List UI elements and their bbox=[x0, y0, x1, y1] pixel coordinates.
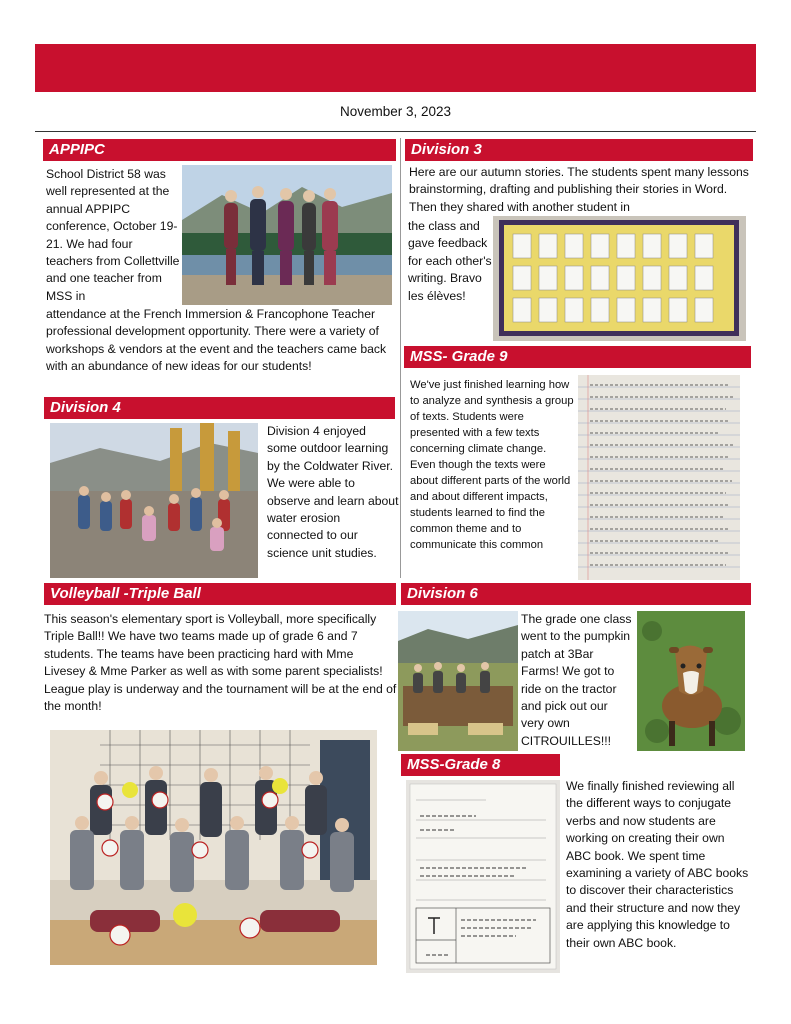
division6-text: The grade one class went to the pumpkin patch at 3Bar Farms! We got to ride on the tractor and pick out our very own CITROUILLES!!! bbox=[521, 612, 632, 748]
volleyball-team-photo bbox=[50, 730, 377, 965]
division3-stories-board-photo bbox=[493, 216, 746, 341]
appipc-text-top: School District 58 was well represented at the annual APPIPC conference, October 19-21. We had four teachers from Collettville and one teacher from MSS in bbox=[46, 167, 180, 303]
volleyball-text: This season's elementary sport is Volleyball, more specifically Triple Ball!! We have two teams made up of grade 6 and 7 students. The teams have been practicing hard with Mme Livesey & Mme Parker as well as with some parent specialists! League play is underway and the tournament will be at the end of the month! bbox=[44, 612, 397, 714]
division3-text-top: Here are our autumn stories. The students spent many lessons brainstorming, drafting and publishing their stories in Word. Then they shared with another student in bbox=[409, 165, 749, 214]
mss9-handwritten-page-photo bbox=[578, 375, 740, 580]
mss8-text: We finally finished reviewing all the different ways to conjugate verbs and now students are working on creating their own ABC book. We spent time examining a variety of ABC books to discover their characteristics and their structure and now they are applying this knowledge to their own ABC book. bbox=[566, 779, 749, 950]
division4-river-photo bbox=[50, 423, 258, 578]
division3-text-side: the class and gave feedback for each other's writing. Bravo les élèves! bbox=[408, 219, 492, 303]
section-heading-division4: Division 4 bbox=[44, 397, 395, 419]
mss9-text: We've just finished learning how to analyze and synthesis a group of texts. Students were presented with a few texts concerning climate change. Even though the texts were about different parts of the world and about different impacts, students learned to find the common theme and to communicate this common bbox=[410, 379, 574, 551]
header-banner bbox=[35, 44, 756, 92]
section-heading-mss8: MSS-Grade 8 bbox=[401, 754, 560, 776]
section-heading-division3: Division 3 bbox=[405, 139, 753, 161]
mss8-abc-worksheet-photo bbox=[406, 780, 560, 973]
appipc-teachers-photo bbox=[182, 165, 392, 305]
column-divider bbox=[400, 138, 401, 578]
section-heading-mss9: MSS- Grade 9 bbox=[404, 346, 751, 368]
section-heading-volleyball: Volleyball -Triple Ball bbox=[44, 583, 396, 605]
appipc-text-bottom: attendance at the French Immersion & Francophone Teacher professional development opportunity. There were a variety of workshops & vendors at the event and the teachers came back with an abundance of new ideas for our students! bbox=[46, 307, 387, 374]
division6-tractor-ride-photo bbox=[398, 611, 518, 751]
section-heading-division6: Division 6 bbox=[401, 583, 751, 605]
newsletter-date: November 3, 2023 bbox=[339, 104, 452, 119]
division4-text: Division 4 enjoyed some outdoor learning by the Coldwater River. We were able to observe and learn about water erosion connected to our science unit studies. bbox=[267, 424, 399, 560]
section-heading-appipc: APPIPC bbox=[43, 139, 396, 161]
division6-goat-photo bbox=[637, 611, 745, 751]
header-divider bbox=[35, 131, 756, 132]
